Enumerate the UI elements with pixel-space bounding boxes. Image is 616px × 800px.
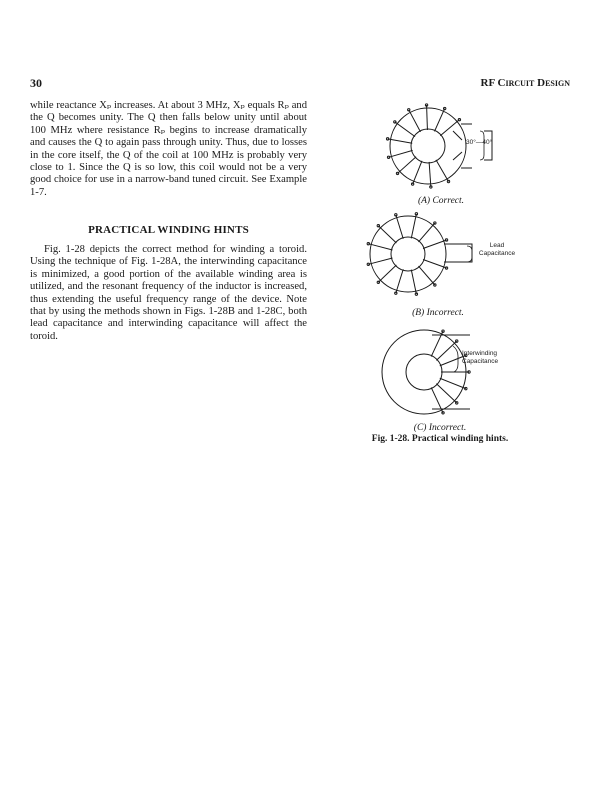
winding-turn-end <box>408 109 410 111</box>
header-title-smallcaps2: esign <box>545 77 570 89</box>
interwinding-label-line2: Capacitance <box>462 358 499 365</box>
winding-turn-end <box>411 183 413 185</box>
section-heading: PRACTICAL WINDING HINTS <box>88 224 249 236</box>
winding-turn <box>440 378 466 388</box>
winding-turn <box>378 265 396 282</box>
winding-turn <box>423 259 446 268</box>
winding-turn-end <box>367 263 369 265</box>
winding-turn <box>411 270 416 294</box>
winding-turn <box>398 157 417 174</box>
winding-turn <box>409 110 421 132</box>
winding-turn <box>378 226 396 243</box>
winding-turn <box>388 139 413 143</box>
angle-dimension-label: 30°—40° <box>466 139 493 146</box>
header-title-smallcaps1: ircuit <box>505 77 535 89</box>
winding-turn-end <box>394 121 396 123</box>
winding-turn <box>413 161 422 184</box>
winding-turn <box>418 223 434 242</box>
winding-turn <box>396 269 403 293</box>
winding-turn <box>418 266 434 285</box>
winding-turn <box>368 244 392 250</box>
winding-turn-end <box>395 292 397 294</box>
winding-turn <box>435 109 445 132</box>
figure-b-caption: (B) Incorrect. <box>412 308 464 318</box>
winding-turn <box>396 215 403 239</box>
toroid-interwinding-capacitance-drawing <box>382 330 470 414</box>
figure-c-caption: (C) Incorrect. <box>413 423 467 433</box>
winding-turn <box>368 258 392 264</box>
winding-turn-end <box>367 243 369 245</box>
winding-turn-end <box>425 104 427 106</box>
winding-turn-end <box>395 214 397 216</box>
winding-turn <box>423 240 446 249</box>
winding-turn <box>436 160 449 182</box>
winding-turn <box>395 122 415 137</box>
lead-capacitance-label <box>474 242 520 258</box>
body-paragraph-1: while reactance Xₚ increases. At about 3 MHz, Xₚ equals Rₚ and the Q becomes unity. The Q then falls below unity until about 100 MHz where resistance Rₚ begins to increase dramatically and causes the Q to again pass through unity. Thus, due to losses in the core itself, the Q of the coil at 100 MHz is probably very close to 1. Since the Q is so low, this coil would not be a very good choice for use in a narrow-band tuned circuit. See Example 1-7. <box>30 100 307 198</box>
winding-turn <box>389 150 413 157</box>
page-number: 30 <box>30 76 42 90</box>
interwinding-capacitance-label <box>462 350 498 366</box>
body-paragraph-2: Fig. 1-28 depicts the correct method for winding a toroid. Using the technique of Fig. 1-28A, the interwinding capacitance is minimized, a good portion of the available winding area is utilized, and the resonant frequency of the inductor is increased, thus extending the useful frequency range of the device. Note that by using the methods shown in Figs. 1-28B and 1-28C, both lead capacitance and interwinding capacitance will affect the toroid. <box>30 244 307 342</box>
winding-turn <box>440 120 459 136</box>
winding-turn-end <box>442 330 444 332</box>
winding-turn <box>411 214 416 238</box>
winding-turn <box>436 341 456 360</box>
header-title-part1: RF C <box>480 77 506 89</box>
figure-a-caption: (A) Correct. <box>417 196 465 206</box>
winding-turn <box>429 162 431 187</box>
interwinding-label-line1: Interwinding <box>462 350 498 357</box>
header-title-part2: D <box>534 77 546 89</box>
toroid-lead-capacitance-drawing <box>367 213 472 296</box>
lead-label-line2: Capacitance <box>478 250 516 257</box>
figure-caption: Fig. 1-28. Practical winding hints. <box>371 434 509 444</box>
winding-turn <box>436 384 456 403</box>
lead-label-line1: Lead <box>489 242 505 249</box>
winding-turn-end <box>386 138 388 140</box>
winding-turn <box>427 105 428 130</box>
